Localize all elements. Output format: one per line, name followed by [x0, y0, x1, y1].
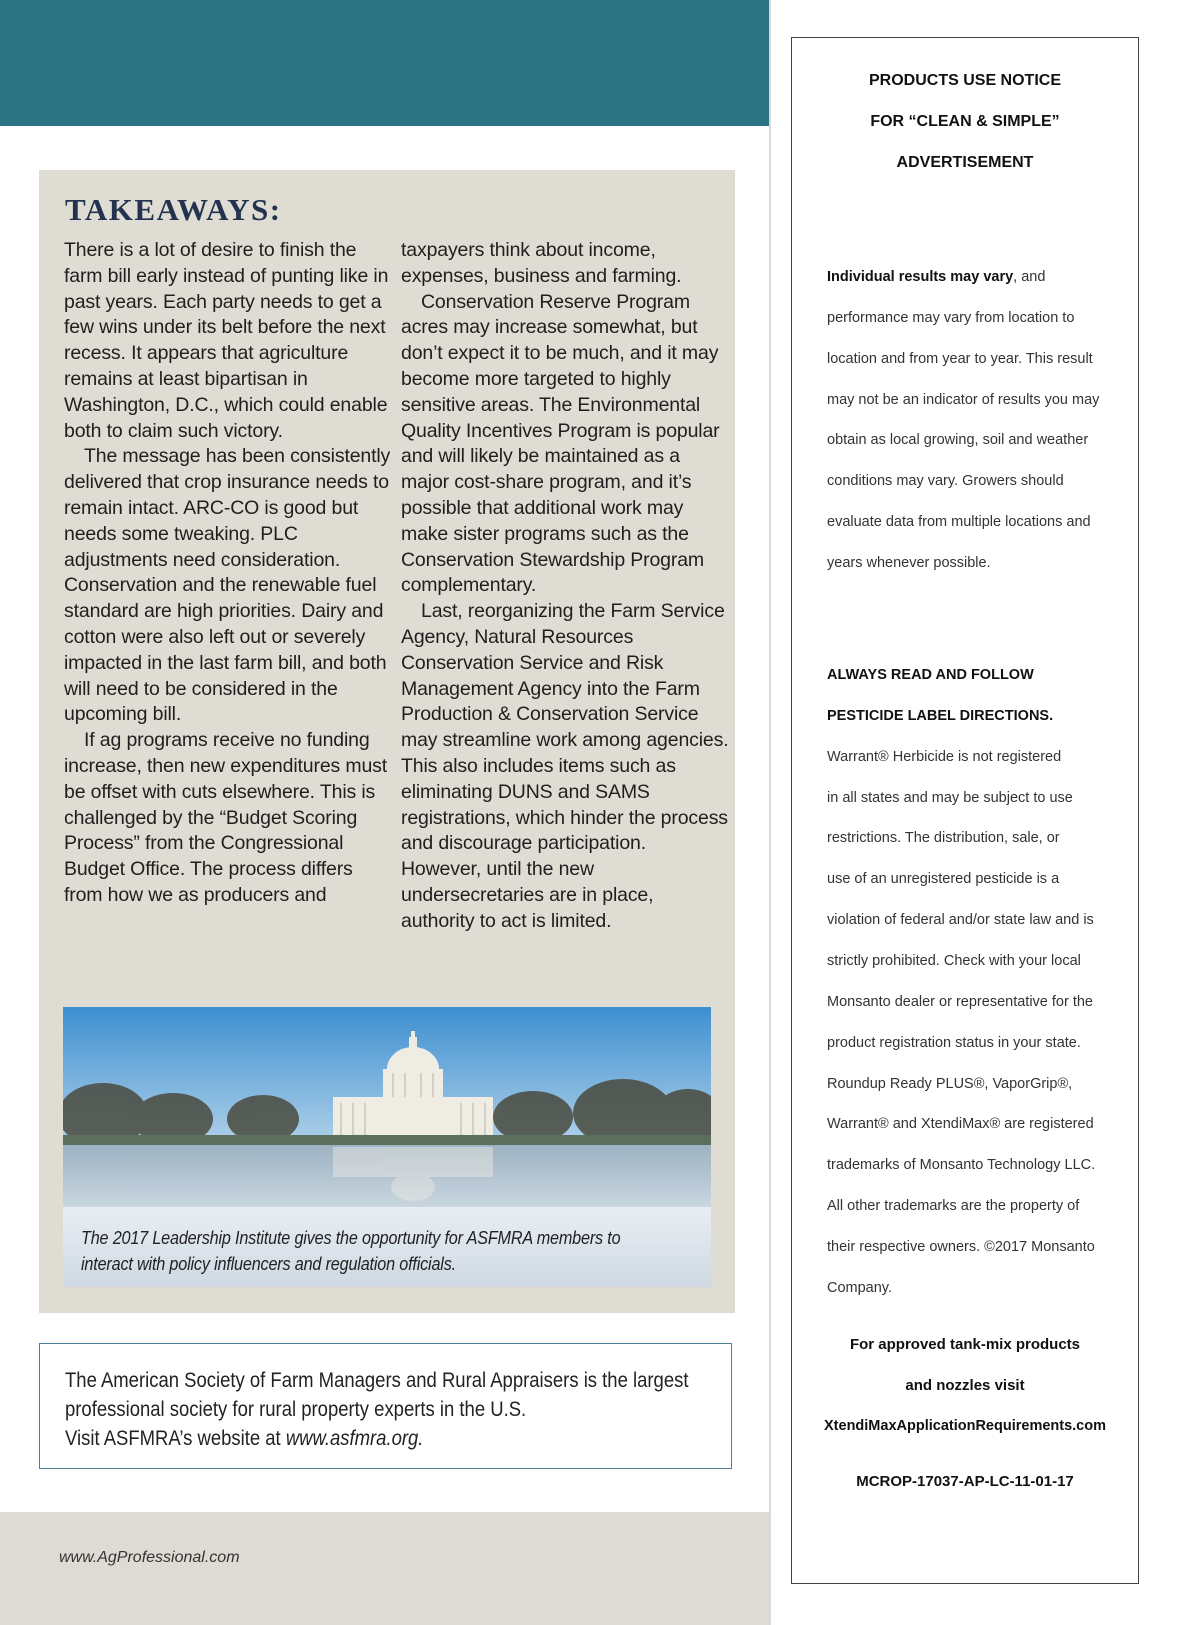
- notice-results-line: [827, 269, 1045, 285]
- notice-legal-line: All other trademarks are the property of: [827, 1198, 1080, 1214]
- takeaways-title: TAKEAWAYS:: [65, 192, 282, 227]
- notice-results-bold: Individual results may vary: [827, 269, 1014, 285]
- takeaways-paragraph: taxpayers think about income, expenses, business and farming.: [401, 239, 682, 287]
- notice-legal-line: in all states and may be subject to use: [827, 790, 1073, 806]
- notice-results-line: conditions may vary. Growers should: [827, 473, 1064, 489]
- notice-tankmix-url[interactable]: XtendiMaxApplicationRequirements.com: [824, 1418, 1106, 1434]
- asfmra-website-link[interactable]: www.asfmra.org.: [285, 1427, 424, 1450]
- takeaways-left-column: [64, 238, 394, 909]
- notice-results-line: location and from year to year. This result: [827, 351, 1093, 367]
- asfmra-line: professional society for rural property experts in the U.S.: [65, 1398, 527, 1421]
- notice-legal-line: Company.: [827, 1280, 893, 1296]
- notice-results-line: obtain as local growing, soil and weather: [827, 432, 1089, 448]
- asfmra-visit-text: Visit ASFMRA’s website at: [65, 1427, 286, 1450]
- column-divider: [769, 0, 771, 1625]
- asfmra-description: [65, 1366, 699, 1453]
- notice-legal-line: strictly prohibited. Check with your local: [827, 953, 1081, 969]
- notice-legal-line: Roundup Ready PLUS®, VaporGrip®,: [827, 1076, 1073, 1092]
- footer-band: [0, 1512, 770, 1625]
- takeaways-paragraph: Last, reorganizing the Farm Service Agency, Natural Resources Conservation Service and Risk Management Agency into the Farm Production & Conservation Service may streamline work among agencies. This also includes items such as eliminating DUNS and SAMS registrations, which hinder the process and discourage participation. However, until the new undersecretaries are in place, authority to act is limited.: [401, 600, 729, 932]
- notice-legal-line: their respective owners. ©2017 Monsanto: [827, 1239, 1095, 1255]
- takeaways-panel: [39, 170, 735, 1313]
- notice-code: MCROP-17037-AP-LC-11-01-17: [856, 1473, 1074, 1490]
- notice-legal-line: Monsanto dealer or representative for the: [827, 994, 1093, 1010]
- notice-legal-line: trademarks of Monsanto Technology LLC.: [827, 1157, 1096, 1173]
- asfmra-line: [65, 1424, 699, 1453]
- notice-results-line: evaluate data from multiple locations and: [827, 514, 1091, 530]
- notice-results-line: may not be an indicator of results you may: [827, 392, 1100, 408]
- notice-legal-line: restrictions. The distribution, sale, or: [827, 830, 1060, 846]
- notice-legal-line: use of an unregistered pesticide is a: [827, 871, 1060, 887]
- takeaways-paragraph: The message has been consistently delivered that crop insurance needs to remain intact. ARC-CO is good but needs some tweaking. PLC adjustments need consideration. Conservation and the renewable fuel standard are high priorities. Dairy and cotton were also left out or severely impacted in the last farm bill, and both will need to be considered in the upcoming bill.: [64, 445, 391, 726]
- notice-heading-line: ADVERTISEMENT: [896, 154, 1034, 171]
- notice-tankmix-line: For approved tank-mix products: [849, 1336, 1081, 1353]
- asfmra-line: The American Society of Farm Managers and Rural Appraisers is the largest: [65, 1369, 689, 1392]
- takeaways-paragraph: Conservation Reserve Program acres may increase somewhat, but don’t expect it to be much, and it may become more targeted to highly sensitive areas. The Environmental Quality Incentives Program is popular and will likely be maintained as a major cost-share program, and it’s possible that additional work may make sister programs such as the Conservation Stewardship Program complementary.: [401, 290, 720, 597]
- takeaways-paragraph: There is a lot of desire to finish the farm bill early instead of punting like in past years. Each party needs to get a few wins under its belt before the next recess. It appears that agriculture remains at least bipartisan in Washington, D.C., which could enable both to claim such victory.: [64, 239, 389, 442]
- takeaways-paragraph: If ag programs receive no funding increase, then new expenditures must be offset with cuts elsewhere. This is challenged by the “Budget Scoring Process” from the Congressional Budget Office. The process differs from how we as producers and: [64, 729, 388, 906]
- capitol-photo: [63, 1007, 711, 1287]
- notice-legal-line: violation of federal and/or state law and is: [827, 912, 1094, 928]
- notice-legal-line: product registration status in your state.: [827, 1035, 1081, 1051]
- footer-url[interactable]: www.AgProfessional.com: [59, 1549, 240, 1566]
- notice-tankmix-line: and nozzles visit: [905, 1377, 1025, 1394]
- products-use-notice: [791, 37, 1139, 1584]
- notice-label-heading: PESTICIDE LABEL DIRECTIONS.: [827, 708, 1054, 724]
- notice-heading-line: PRODUCTS USE NOTICE: [868, 72, 1061, 89]
- notice-results-line: years whenever possible.: [827, 555, 991, 571]
- header-color-band: [0, 0, 770, 126]
- notice-legal-line: Warrant® and XtendiMax® are registered: [827, 1116, 1094, 1132]
- asfmra-info-box: [39, 1343, 732, 1469]
- notice-heading-line: FOR “CLEAN & SIMPLE”: [870, 113, 1060, 130]
- notice-label-heading: ALWAYS READ AND FOLLOW: [827, 667, 1034, 683]
- notice-results-line: performance may vary from location to: [827, 310, 1075, 326]
- notice-results-text: , and: [1013, 269, 1046, 285]
- takeaways-right-column: [401, 238, 731, 935]
- notice-legal-line: Warrant® Herbicide is not registered: [827, 749, 1062, 765]
- photo-caption: The 2017 Leadership Institute gives the opportunity for ASFMRA members to interact with policy influencers and regulation officials.: [81, 1228, 621, 1274]
